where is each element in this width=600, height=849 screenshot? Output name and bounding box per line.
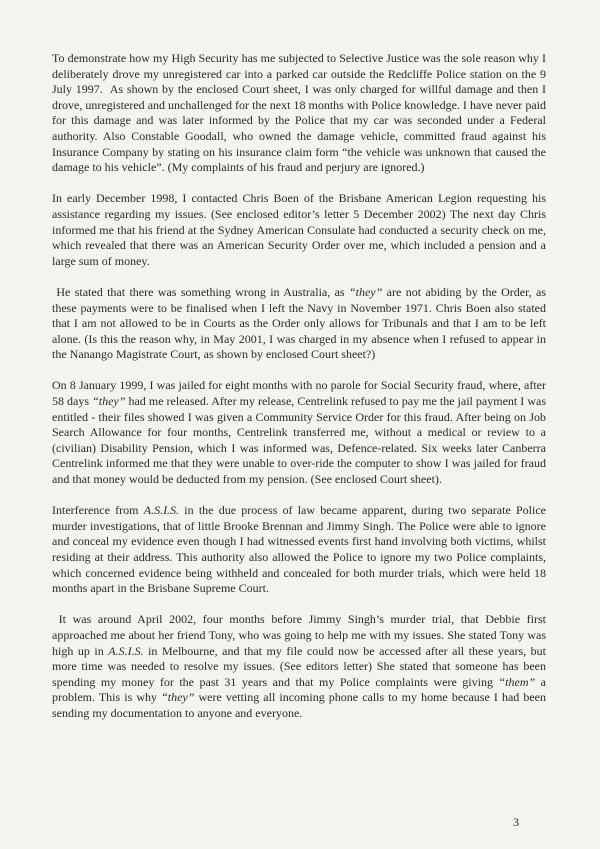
paragraph-3: He stated that there was something wrong in Australia, as “they” are not abiding by the Order, as these payments were to be finalised when I left the Navy in November 1971. Chris Boen also stated that I am not allowed to be in Courts as the Order only allows for Tribunals and that I am to be left alone. (Is this the reason why, in May 2001, I was charged in my absence when I refused to appear in the Nanango Magistrate Court, as shown by enclosed Court sheet?) (52, 284, 547, 362)
paragraph-4: On 8 January 1999, I was jailed for eight months with no parole for Social Security fraud, where, after 58 days “they” had me released. After my release, Centrelink refused to pay me the jail payment I was entitled - their files showed I was given a Community Service Order for this fraud. After being on Job Search Allowance for four months, Centrelink transferred me, without a medical or review to a (civilian) Disability Pension, which I was informed was, Defence-related. Six weeks later Canberra Centrelink informed me that they were unable to over-ride the computer to show I was jailed for fraud and that money would be deducted from my pension. (See enclosed Court sheet). (52, 378, 547, 487)
paragraph-5: Interference from A.S.I.S. in the due process of law became apparent, during two separate Police murder investigations, that of little Brooke Brennan and Jimmy Singh. The Police were able to ignore and conceal my evidence even though I had witnessed events first hand involving both victims, whilst residing at their address. This authority also allowed the Police to ignore my two Police complaints, which concerned evidence being withheld and concealed for both murder trials, which were held 18 months apart in the Brisbane Supreme Court. (52, 503, 546, 596)
paragraph-1: To demonstrate how my High Security has me subjected to Selective Justice was the sole reason why I deliberately drove my unregistered car into a parked car outside the Redcliffe Police station on the 9 July 1997. As shown by the enclosed Court sheet, I was only charged for willful damage and then I drove, unregistered and unchallenged for the next 18 months with Police knowledge. I have never paid for this damage and was later informed by the Police that my car was seconded under a Federal authority. Also Constable Goodall, who owned the damage vehicle, committed fraud against his Insurance Company by stating on his insurance claim form “the vehicle was unknown that caused the damage to his vehicle”. (My complaints of his fraud and perjury are ignored.) (52, 51, 546, 175)
page-number: 3 (513, 815, 519, 829)
paragraph-6: It was around April 2002, four months before Jimmy Singh’s murder trial, that Debbie first approached me about her friend Tony, who was going to help me with my issues. She stated Tony was high up in A.S.I.S. in Melbourne, and that my file could now be accessed after all these years, but more time was needed to resolve my issues. (See editors letter) She stated that someone has been spending my money for the past 31 years and that my Police complaints were giving “them” a problem. This is why “they” were vetting all incoming phone calls to my home because I had been sending my documentation to anyone and everyone. (52, 612, 547, 720)
paragraph-2: In early December 1998, I contacted Chris Boen of the Brisbane American Legion requesting his assistance regarding my issues. (See enclosed editor’s letter 5 December 2002) The next day Chris informed me that his friend at the Sydney American Consulate had conducted a security check on me, which revealed that there was an American Security Order over me, which included a pension and a large sum of money. (52, 191, 546, 268)
document-body (52, 51, 546, 737)
